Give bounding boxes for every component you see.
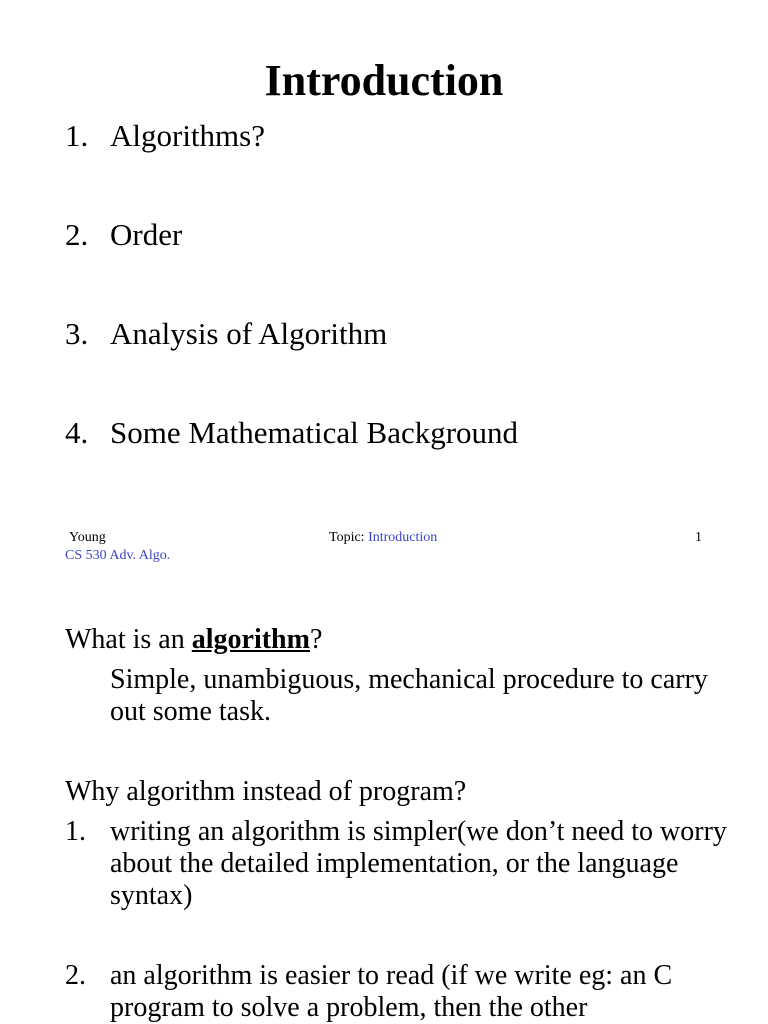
footer-page-number: 1: [695, 530, 702, 545]
algorithm-definition: Simple, unambiguous, mechanical procedure to carry out some task.: [110, 664, 708, 727]
algorithm-keyword: algorithm: [191, 624, 310, 655]
topic-number: 4.: [65, 415, 89, 450]
reason-number: 2.: [65, 960, 86, 991]
topic-number: 1.: [65, 118, 89, 153]
topic-label: Order: [110, 217, 183, 252]
reason-item: [65, 816, 730, 912]
footer-topic: [329, 530, 437, 546]
question-why-algorithm: Why algorithm instead of program?: [65, 776, 467, 807]
footer-topic-value: Introduction: [368, 530, 438, 545]
topic-number: 2.: [65, 217, 89, 252]
question-prefix: What is an: [65, 624, 192, 655]
slide-footer: [0, 530, 768, 570]
reason-item: [65, 960, 730, 1024]
page-title: Introduction: [264, 56, 504, 105]
question-what-is-algorithm: [65, 624, 725, 656]
footer-course: CS 530 Adv. Algo.: [65, 548, 171, 563]
question-suffix: ?: [309, 624, 323, 655]
topic-label: Some Mathematical Background: [110, 415, 519, 450]
footer-author: Young: [69, 530, 106, 545]
reason-number: 1.: [65, 816, 86, 847]
reason-list: [65, 816, 730, 1024]
reason-text: writing an algorithm is simpler(we don’t need to worry about the detailed implementation, or the language syntax): [110, 816, 727, 911]
reason-text: an algorithm is easier to read (if we write eg: an C program to solve a problem, then the other: [110, 960, 673, 1023]
topic-number: 3.: [65, 316, 89, 351]
topic-label: Algorithms?: [110, 118, 265, 153]
footer-topic-label: Topic:: [329, 530, 369, 545]
topic-label: Analysis of Algorithm: [110, 316, 388, 351]
